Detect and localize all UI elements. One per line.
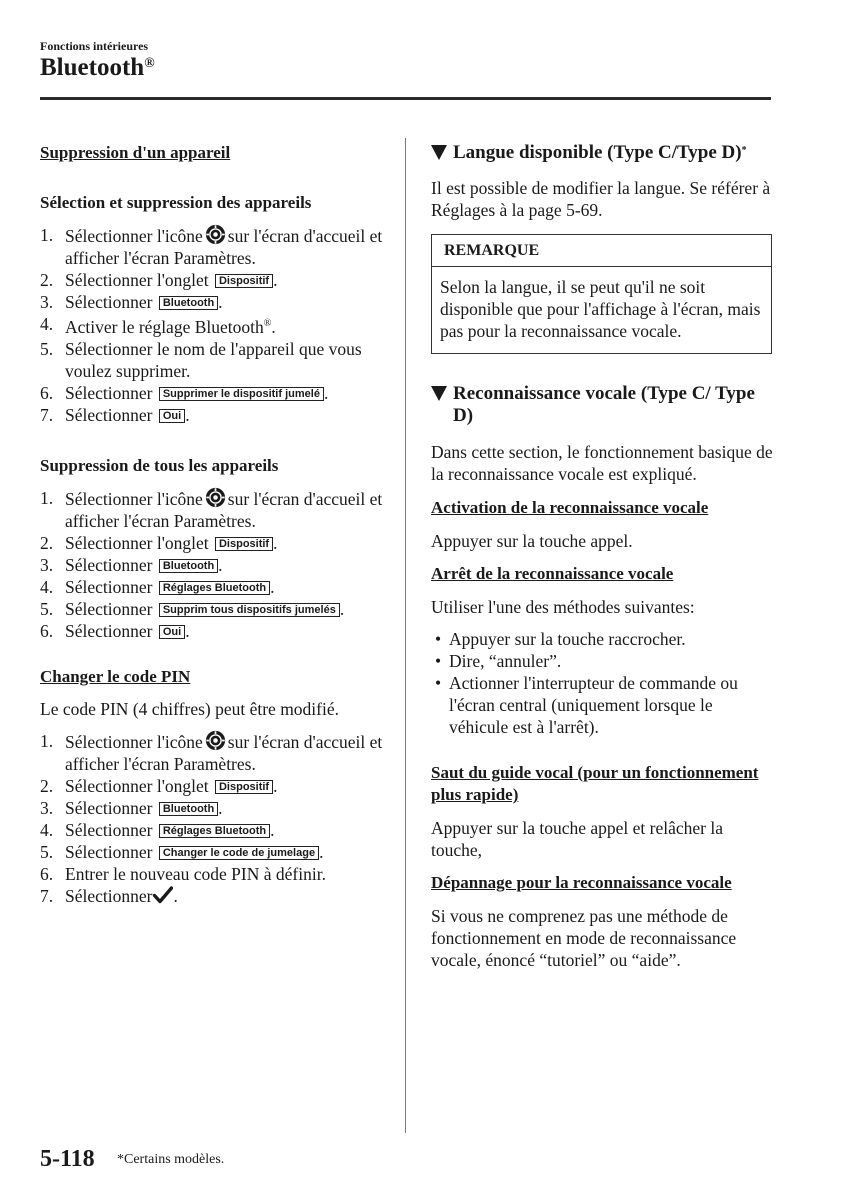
registered-mark: ® — [144, 56, 155, 71]
step-text: Sélectionner — [65, 404, 153, 425]
column-divider — [405, 138, 406, 1133]
page-title-text: Bluetooth — [40, 54, 145, 81]
change-pin-steps — [40, 730, 385, 907]
skip-guide-heading: Saut du guide vocal (pour un fonctionnement plus rapide) — [431, 763, 759, 804]
stop-heading: Arrêt de la reconnaissance vocale — [431, 564, 674, 583]
step-text: Sélectionner l'icône — [65, 488, 203, 509]
step — [40, 620, 385, 642]
bluetooth-settings-button[interactable]: Réglages Bluetooth — [159, 824, 270, 838]
step-number: 5. — [40, 841, 54, 862]
step-number: 1. — [40, 225, 54, 245]
step-text: Sélectionner l'onglet — [65, 532, 209, 553]
change-pin-intro: Le code PIN (4 chiffres) peut être modifié. — [40, 698, 340, 719]
step — [40, 269, 385, 291]
list-item: • Appuyer sur la touche raccrocher. — [431, 628, 776, 650]
step-end: . — [319, 841, 324, 862]
step-number: 2. — [40, 270, 54, 290]
page-number: 5-118 — [40, 1146, 95, 1172]
settings-gear-icon — [205, 224, 226, 245]
step-end: . — [270, 819, 275, 840]
step-text: Sélectionner l'icône — [65, 226, 203, 246]
step — [40, 576, 385, 598]
step-text: Activer le réglage Bluetooth — [65, 316, 264, 337]
step-end: . — [218, 797, 223, 818]
step — [40, 730, 385, 775]
step-text: Sélectionner — [65, 382, 153, 403]
footnote-mark: * — [741, 145, 747, 156]
language-heading-text: Langue disponible (Type C/Type D) — [453, 142, 742, 163]
activation-heading: Activation de la reconnaissance vocale — [431, 498, 709, 517]
step-number: 1. — [40, 487, 54, 508]
step-end: . — [185, 404, 190, 425]
settings-gear-icon — [205, 730, 226, 751]
step-number: 7. — [40, 404, 54, 425]
step-end: . — [218, 554, 223, 575]
step-number: 3. — [40, 554, 54, 575]
step-number: 4. — [40, 819, 54, 840]
list-item: • Actionner l'interrupteur de commande ou l'écran central (uniquement lorsque le véhicule est à l'arrêt). — [431, 672, 776, 738]
dispositif-tab-button[interactable]: Dispositif — [215, 780, 273, 794]
step-text: Sélectionner — [65, 292, 153, 312]
step — [40, 885, 385, 907]
voice-intro: Dans cette section, le fonctionnement basique de la reconnaissance vocale est expliqué. — [431, 442, 773, 484]
voice-heading-text: Reconnaissance vocale (Type C/ Type D) — [453, 383, 755, 426]
triangle-marker-icon — [431, 386, 447, 401]
delete-paired-device-button[interactable]: Supprimer le dispositif jumelé — [159, 387, 324, 401]
step-text: Sélectionner — [65, 598, 153, 619]
voice-heading — [431, 383, 776, 427]
step-end: . — [323, 382, 329, 403]
page-title — [40, 54, 155, 82]
bluetooth-settings-button[interactable]: Réglages Bluetooth — [159, 581, 270, 595]
step-text: Sélectionner — [65, 554, 153, 575]
step-end: . — [173, 885, 178, 906]
title-rule — [40, 97, 771, 100]
step — [40, 554, 385, 576]
step-end: . — [339, 598, 345, 619]
section-label: Fonctions intérieures — [40, 39, 149, 53]
step-text: Sélectionner — [65, 797, 153, 818]
step — [40, 841, 385, 863]
language-heading — [431, 142, 776, 164]
step-end: . — [185, 620, 190, 641]
bluetooth-button[interactable]: Bluetooth — [159, 296, 218, 310]
left-column — [40, 142, 385, 907]
stop-body: Utiliser l'une des méthodes suivantes: — [431, 597, 695, 617]
step-number: 6. — [40, 620, 54, 641]
step-number: 4. — [40, 314, 54, 334]
settings-gear-icon — [205, 487, 226, 508]
step — [40, 797, 385, 819]
dispositif-tab-button[interactable]: Dispositif — [215, 537, 273, 551]
suppress-device-heading: Suppression d'un appareil — [40, 143, 231, 162]
step-end: . — [273, 532, 278, 553]
step-number: 4. — [40, 576, 54, 597]
suppress-all-steps — [40, 487, 385, 642]
step-end: . — [273, 775, 278, 796]
note-title: REMARQUE — [432, 235, 771, 267]
step — [40, 338, 385, 382]
right-column — [431, 142, 776, 971]
step-number: 1. — [40, 730, 54, 751]
step — [40, 532, 385, 554]
step-text: sur l'écran d'accueil et afficher l'écran Paramètres. — [65, 226, 383, 268]
step-text: sur l'écran d'accueil et afficher l'écran Paramètres. — [65, 731, 383, 774]
suppress-select-subheading: Sélection et suppression des appareils — [40, 193, 312, 212]
yes-button[interactable]: Oui — [159, 625, 185, 639]
step-text: Sélectionner — [65, 620, 153, 641]
change-pin-heading: Changer le code PIN — [40, 666, 191, 686]
step — [40, 382, 385, 404]
step — [40, 863, 385, 885]
step-end: . — [218, 292, 223, 312]
step — [40, 487, 385, 532]
troubleshoot-body: Si vous ne comprenez pas une méthode de fonctionnement en mode de reconnaissance vocale, énoncé “tutoriel” ou “aide”. — [431, 906, 737, 970]
step-end: . — [271, 316, 276, 337]
step-text: Sélectionner — [65, 819, 153, 840]
step-text: Sélectionner — [65, 841, 153, 862]
step-text: Sélectionner l'onglet — [65, 775, 209, 796]
yes-button[interactable]: Oui — [159, 409, 185, 423]
step-text: Entrer le nouveau code PIN à définir. — [65, 863, 326, 884]
step — [40, 224, 385, 269]
step-number: 3. — [40, 797, 54, 818]
step-number: 5. — [40, 598, 54, 619]
delete-all-paired-devices-button[interactable]: Supprim tous dispositifs jumelés — [159, 603, 340, 617]
step-text: Sélectionner l'icône — [65, 731, 203, 752]
step-text: Sélectionner — [65, 885, 153, 906]
suppress-all-heading: Suppression de tous les appareils — [40, 455, 279, 475]
step-number: 2. — [40, 532, 54, 553]
step-number: 2. — [40, 775, 54, 796]
dispositif-tab-button[interactable]: Dispositif — [215, 274, 273, 288]
step-text: Sélectionner le nom de l'appareil que vous voulez supprimer. — [65, 338, 362, 381]
change-pairing-code-button[interactable]: Changer le code de jumelage — [159, 846, 319, 860]
step-number: 5. — [40, 338, 54, 359]
step-text: sur l'écran d'accueil et afficher l'écran Paramètres. — [65, 488, 383, 531]
note-box — [431, 234, 772, 354]
note-body: Selon la langue, il se peut qu'il ne soit disponible que pour l'affichage à l'écran, mais pas pour la reconnaissance vocale. — [440, 277, 761, 341]
step-number: 6. — [40, 863, 54, 884]
stop-bullets — [431, 628, 776, 738]
bluetooth-button[interactable]: Bluetooth — [159, 802, 218, 816]
troubleshoot-heading: Dépannage pour la reconnaissance vocale — [431, 873, 732, 892]
step-end: . — [273, 270, 278, 290]
step-text: Sélectionner — [65, 576, 153, 597]
step — [40, 291, 385, 313]
step — [40, 819, 385, 841]
list-item: • Dire, “annuler”. — [431, 650, 776, 672]
activation-body: Appuyer sur la touche appel. — [431, 531, 633, 551]
step — [40, 598, 385, 620]
step — [40, 775, 385, 797]
step-number: 7. — [40, 885, 54, 906]
step-end: . — [270, 576, 275, 597]
footnote: *Certains modèles. — [117, 1152, 225, 1167]
suppress-device-steps — [40, 224, 385, 426]
bluetooth-button[interactable]: Bluetooth — [159, 559, 218, 573]
step-number: 6. — [40, 382, 54, 403]
step — [40, 404, 385, 426]
checkmark-icon[interactable] — [153, 886, 173, 904]
step-number: 3. — [40, 292, 54, 312]
language-body: Il est possible de modifier la langue. Se référer à Réglages à la page 5-69. — [431, 178, 771, 220]
skip-guide-body: Appuyer sur la touche appel et relâcher la touche, — [431, 818, 724, 860]
registered-mark: ® — [263, 318, 272, 329]
triangle-marker-icon — [431, 145, 447, 160]
step — [40, 313, 385, 338]
step-text: Sélectionner l'onglet — [65, 270, 209, 290]
